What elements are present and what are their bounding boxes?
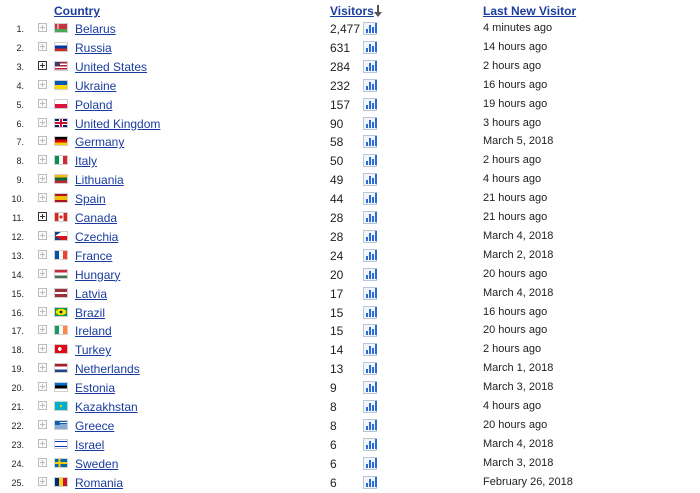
visitor-count: 9 [330, 381, 337, 396]
row-index: 15. [11, 288, 24, 299]
last-new-visitor: March 3, 2018 [483, 381, 554, 394]
expand-plus-icon[interactable] [38, 42, 47, 51]
expand-plus-icon[interactable] [38, 458, 47, 467]
bar-chart-icon[interactable] [363, 22, 377, 35]
expand-plus-icon[interactable] [38, 382, 47, 391]
table-row [0, 190, 700, 209]
last-new-visitor: March 3, 2018 [483, 456, 554, 469]
flag-united-kingdom-icon [54, 118, 68, 128]
table-row [0, 58, 700, 77]
country-link[interactable]: United States [75, 59, 148, 74]
visitor-count: 20 [330, 267, 344, 282]
table-row [0, 39, 700, 58]
bar-chart-icon[interactable] [363, 41, 377, 54]
table-row [0, 209, 700, 228]
flag-germany-icon [54, 136, 68, 146]
expand-plus-icon[interactable] [38, 193, 47, 202]
table-row [0, 96, 700, 115]
flag-poland-icon [54, 99, 68, 109]
last-new-visitor: February 26, 2018 [483, 475, 573, 488]
bar-chart-icon[interactable] [363, 79, 377, 92]
table-row [0, 247, 700, 266]
bar-chart-icon[interactable] [363, 60, 377, 73]
table-row [0, 171, 700, 190]
last-new-visitor: 4 hours ago [483, 173, 542, 186]
row-index: 23. [11, 439, 24, 450]
flag-united-states-icon [54, 61, 68, 71]
bar-chart-icon[interactable] [363, 438, 377, 451]
expand-plus-icon[interactable] [38, 288, 47, 297]
visitor-count: 28 [330, 229, 344, 244]
country-link[interactable]: Romania [75, 475, 124, 490]
visitor-count: 14 [330, 343, 344, 358]
visitor-count: 15 [330, 305, 344, 320]
last-new-visitor: 4 hours ago [483, 400, 542, 412]
last-new-visitor: 2 hours ago [483, 59, 542, 72]
last-new-visitor: 20 hours ago [483, 324, 548, 337]
country-link[interactable]: Greece [75, 418, 115, 433]
row-index: 16. [11, 307, 24, 318]
country-link[interactable]: Estonia [75, 381, 116, 396]
expand-plus-icon[interactable] [38, 155, 47, 164]
country-link[interactable]: Belarus [75, 22, 116, 36]
bar-chart-icon[interactable] [363, 117, 377, 130]
table-row [0, 360, 700, 379]
visitor-count: 44 [330, 192, 344, 207]
country-link[interactable]: Lithuania [75, 173, 124, 188]
expand-plus-icon[interactable] [38, 23, 47, 32]
flag-netherlands-icon [54, 363, 68, 373]
last-new-visitor: 19 hours ago [483, 97, 548, 110]
visitor-count: 6 [330, 437, 337, 452]
row-index: 7. [16, 137, 24, 148]
flag-russia-icon [54, 42, 68, 52]
table-row [0, 266, 700, 285]
bar-chart-icon[interactable] [363, 173, 377, 186]
visitor-count: 232 [330, 78, 351, 93]
flag-italy-icon [54, 155, 68, 165]
row-index: 21. [11, 402, 24, 412]
table-row [0, 285, 700, 304]
sort-descending-icon[interactable] [374, 5, 382, 17]
row-index: 3. [16, 61, 24, 72]
visitor-count: 15 [330, 324, 344, 339]
bar-chart-icon[interactable] [363, 457, 377, 470]
last-new-visitor: 16 hours ago [483, 305, 548, 318]
country-link[interactable]: Netherlands [75, 362, 140, 377]
expand-plus-icon[interactable] [38, 307, 47, 316]
row-index: 20. [11, 383, 24, 394]
expand-plus-icon[interactable] [38, 269, 47, 278]
country-link[interactable]: Germany [75, 135, 125, 150]
bar-chart-icon[interactable] [363, 381, 377, 394]
flag-latvia-icon [54, 288, 68, 298]
country-link[interactable]: Spain [75, 192, 106, 207]
expand-plus-icon[interactable] [38, 174, 47, 183]
row-index: 24. [11, 458, 24, 469]
table-row [0, 115, 700, 134]
expand-plus-icon[interactable] [38, 99, 47, 108]
header-visitors[interactable]: Visitors [330, 4, 374, 18]
table-row [0, 304, 700, 323]
table-row [0, 398, 700, 417]
country-link[interactable]: Ireland [75, 324, 112, 339]
bar-chart-icon[interactable] [363, 154, 377, 167]
flag-ireland-icon [54, 325, 68, 335]
flag-belarus-icon [54, 23, 68, 33]
country-link[interactable]: Latvia [75, 286, 108, 301]
flag-france-icon [54, 250, 68, 260]
country-link[interactable]: Czechia [75, 229, 119, 244]
bar-chart-icon[interactable] [363, 268, 377, 281]
table-row [0, 77, 700, 96]
visitor-count: 6 [330, 456, 337, 471]
flag-israel-icon [54, 439, 68, 449]
expand-plus-icon[interactable] [38, 344, 47, 353]
flag-kazakhstan-icon [54, 401, 68, 411]
country-link[interactable]: Turkey [75, 343, 112, 358]
bar-chart-icon[interactable] [363, 419, 377, 432]
bar-chart-icon[interactable] [363, 98, 377, 111]
last-new-visitor: March 1, 2018 [483, 362, 554, 375]
last-new-visitor: 21 hours ago [483, 192, 548, 205]
row-index: 1. [16, 24, 24, 34]
country-link[interactable]: France [75, 248, 113, 263]
row-index: 18. [11, 345, 24, 356]
row-index: 6. [16, 118, 24, 129]
last-new-visitor: 3 hours ago [483, 116, 542, 129]
expand-plus-icon[interactable] [38, 477, 47, 486]
row-index: 8. [16, 156, 24, 167]
visitor-count: 13 [330, 362, 344, 377]
visitor-count: 157 [330, 97, 351, 112]
flag-hungary-icon [54, 269, 68, 279]
bar-chart-icon[interactable] [363, 306, 377, 319]
bar-chart-icon[interactable] [363, 135, 377, 148]
row-index: 25. [11, 477, 24, 488]
last-new-visitor: March 2, 2018 [483, 248, 554, 261]
visitor-count: 2,477 [330, 22, 361, 36]
last-new-visitor: 2 hours ago [483, 154, 542, 167]
table-row [0, 436, 700, 455]
country-link[interactable]: Canada [75, 211, 118, 225]
row-index: 10. [11, 194, 24, 205]
table-row [0, 133, 700, 152]
country-link[interactable]: United Kingdom [75, 116, 161, 131]
last-new-visitor: March 5, 2018 [483, 135, 554, 148]
country-link[interactable]: Ukraine [75, 78, 117, 93]
expand-plus-icon[interactable] [38, 118, 47, 127]
expand-plus-icon[interactable] [38, 136, 47, 145]
header-last-new-visitor[interactable]: Last New Visitor [483, 4, 577, 18]
table-row [0, 417, 700, 436]
visitor-count: 631 [330, 40, 351, 55]
table-row [0, 228, 700, 247]
visitor-count: 50 [330, 154, 344, 169]
last-new-visitor: March 4, 2018 [483, 229, 554, 242]
row-index: 13. [11, 250, 24, 261]
row-index: 22. [11, 420, 24, 431]
bar-chart-icon[interactable] [363, 192, 377, 205]
bar-chart-icon[interactable] [363, 230, 377, 243]
expand-plus-icon[interactable] [38, 363, 47, 372]
bar-chart-icon[interactable] [363, 211, 377, 224]
expand-plus-icon[interactable] [38, 61, 47, 70]
row-index: 19. [11, 364, 24, 375]
visitor-count: 49 [330, 173, 344, 188]
visitor-count: 284 [330, 59, 351, 74]
last-new-visitor: 20 hours ago [483, 267, 548, 280]
visitor-count: 8 [330, 400, 337, 414]
row-index: 2. [16, 42, 24, 53]
flag-turkey-icon [54, 344, 68, 354]
row-index: 17. [11, 326, 24, 337]
expand-plus-icon[interactable] [38, 439, 47, 448]
flag-estonia-icon [54, 382, 68, 392]
bar-chart-icon[interactable] [363, 476, 377, 489]
table-row [0, 322, 700, 341]
table-row [0, 379, 700, 398]
flag-greece-icon [54, 420, 68, 430]
flag-canada-icon [54, 212, 68, 222]
row-index: 11. [12, 213, 24, 223]
expand-plus-icon[interactable] [38, 212, 47, 221]
last-new-visitor: 20 hours ago [483, 418, 548, 431]
last-new-visitor: 2 hours ago [483, 343, 542, 356]
expand-plus-icon[interactable] [38, 325, 47, 334]
row-index: 12. [11, 231, 24, 242]
expand-plus-icon[interactable] [38, 231, 47, 240]
bar-chart-icon[interactable] [363, 362, 377, 375]
row-index: 5. [16, 99, 24, 110]
last-new-visitor: 4 minutes ago [483, 22, 553, 34]
table-row [0, 20, 700, 39]
table-row [0, 341, 700, 360]
bar-chart-icon[interactable] [363, 400, 377, 413]
visitor-count: 24 [330, 248, 344, 263]
expand-plus-icon[interactable] [38, 80, 47, 89]
visitor-count: 28 [330, 211, 344, 225]
table-row [0, 152, 700, 171]
row-index: 4. [16, 80, 24, 91]
country-link[interactable]: Italy [75, 154, 98, 169]
expand-plus-icon[interactable] [38, 401, 47, 410]
visitor-count: 58 [330, 135, 344, 150]
flag-czechia-icon [54, 231, 68, 241]
visitor-count: 90 [330, 116, 344, 131]
country-link[interactable]: Kazakhstan [75, 400, 138, 414]
row-index: 14. [11, 269, 24, 280]
flag-brazil-icon [54, 307, 68, 317]
last-new-visitor: March 4, 2018 [483, 437, 554, 450]
bar-chart-icon[interactable] [363, 249, 377, 262]
last-new-visitor: 21 hours ago [483, 211, 548, 223]
expand-plus-icon[interactable] [38, 420, 47, 429]
flag-spain-icon [54, 193, 68, 203]
flag-romania-icon [54, 477, 68, 487]
bar-chart-icon[interactable] [363, 343, 377, 356]
row-index: 9. [16, 175, 24, 186]
visitor-count: 6 [330, 475, 337, 490]
last-new-visitor: 16 hours ago [483, 78, 548, 91]
table-row [0, 474, 700, 493]
table-row [0, 455, 700, 474]
expand-plus-icon[interactable] [38, 250, 47, 259]
country-link[interactable]: Israel [75, 437, 105, 452]
country-link[interactable]: Brazil [75, 305, 106, 320]
bar-chart-icon[interactable] [363, 324, 377, 337]
flag-sweden-icon [54, 458, 68, 468]
bar-chart-icon[interactable] [363, 287, 377, 300]
country-link[interactable]: Sweden [75, 456, 119, 471]
last-new-visitor: March 4, 2018 [483, 286, 554, 299]
flag-lithuania-icon [54, 174, 68, 184]
country-link[interactable]: Poland [75, 97, 113, 112]
country-link[interactable]: Russia [75, 40, 112, 55]
visitor-count: 17 [330, 286, 344, 301]
last-new-visitor: 14 hours ago [483, 40, 548, 53]
visitor-count: 8 [330, 418, 337, 433]
country-link[interactable]: Hungary [75, 267, 121, 282]
header-country[interactable]: Country [54, 4, 100, 18]
flag-ukraine-icon [54, 80, 68, 90]
